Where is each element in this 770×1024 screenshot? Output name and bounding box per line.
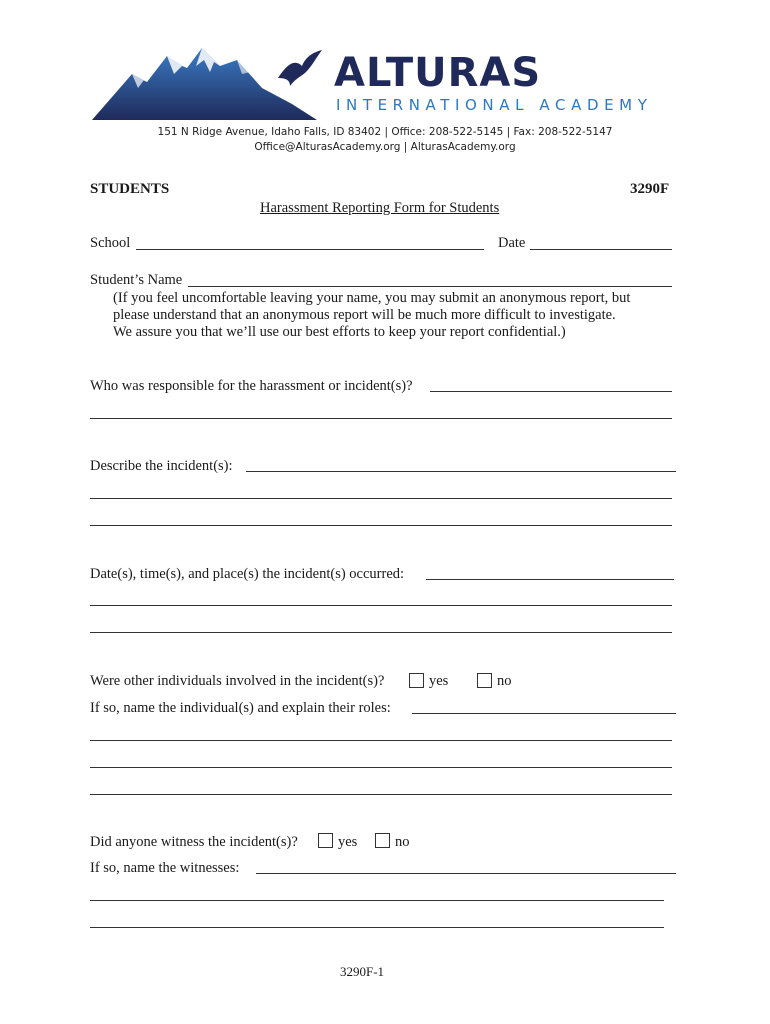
witness-name-field-3[interactable]: [90, 927, 664, 928]
logo-subtitle: INTERNATIONAL ACADEMY: [336, 96, 653, 114]
page-number: 3290F-1: [340, 964, 385, 979]
anonymous-note-3: We assure you that we’ll use our best efforts to keep your report confidential.): [113, 324, 566, 340]
when-where-field-1[interactable]: [426, 579, 674, 580]
others-yes-label: yes: [429, 673, 449, 689]
others-no-label: no: [497, 673, 512, 689]
witness-name-field-1[interactable]: [256, 873, 676, 874]
logo-wordmark: ALTURAS: [334, 50, 542, 96]
others-no-checkbox[interactable]: [477, 673, 492, 688]
witness-name-label: If so, name the witnesses:: [90, 860, 240, 876]
witness-no-checkbox[interactable]: [375, 833, 390, 848]
student-name-label: Student’s Name: [90, 272, 183, 288]
when-where-label: Date(s), time(s), and place(s) the incident(s) occurred:: [90, 566, 405, 582]
anonymous-note-1: (If you feel uncomfortable leaving your name, you may submit an anonymous report, but: [113, 290, 631, 306]
responsible-label: Who was responsible for the harassment or incident(s)?: [90, 378, 413, 394]
anonymous-note-2: please understand that an anonymous report will be much more difficult to investigate.: [113, 307, 616, 323]
others-name-field-1[interactable]: [412, 713, 676, 714]
others-name-field-3[interactable]: [90, 767, 672, 768]
others-yes-checkbox[interactable]: [409, 673, 424, 688]
date-label: Date: [498, 235, 526, 251]
school-label: School: [90, 235, 131, 251]
witness-no-label: no: [395, 834, 410, 850]
describe-field-3[interactable]: [90, 525, 672, 526]
others-name-label: If so, name the individual(s) and explain their roles:: [90, 700, 391, 716]
contact-line: Office@AlturasAcademy.org | AlturasAcademy.org: [254, 141, 516, 153]
describe-field-1[interactable]: [246, 471, 676, 472]
witness-yes-label: yes: [338, 834, 358, 850]
describe-label: Describe the incident(s):: [90, 458, 233, 474]
form-code: 3290F: [630, 181, 670, 197]
witness-label: Did anyone witness the incident(s)?: [90, 834, 298, 850]
responsible-field-1[interactable]: [430, 391, 672, 392]
address-line: 151 N Ridge Avenue, Idaho Falls, ID 83402 | Office: 208-522-5145 | Fax: 208-522-5147: [157, 126, 613, 138]
section-label: STUDENTS: [90, 181, 170, 197]
responsible-field-2[interactable]: [90, 418, 672, 419]
when-where-field-3[interactable]: [90, 632, 672, 633]
witness-name-field-2[interactable]: [90, 900, 664, 901]
student-name-field[interactable]: [188, 286, 672, 287]
others-name-field-2[interactable]: [90, 740, 672, 741]
witness-yes-checkbox[interactable]: [318, 833, 333, 848]
describe-field-2[interactable]: [90, 498, 672, 499]
others-involved-label: Were other individuals involved in the incident(s)?: [90, 673, 385, 689]
date-field[interactable]: [530, 249, 672, 250]
school-field[interactable]: [136, 249, 484, 250]
form-title: Harassment Reporting Form for Students: [260, 200, 500, 216]
eagle-icon: [276, 48, 324, 88]
others-name-field-4[interactable]: [90, 794, 672, 795]
when-where-field-2[interactable]: [90, 605, 672, 606]
